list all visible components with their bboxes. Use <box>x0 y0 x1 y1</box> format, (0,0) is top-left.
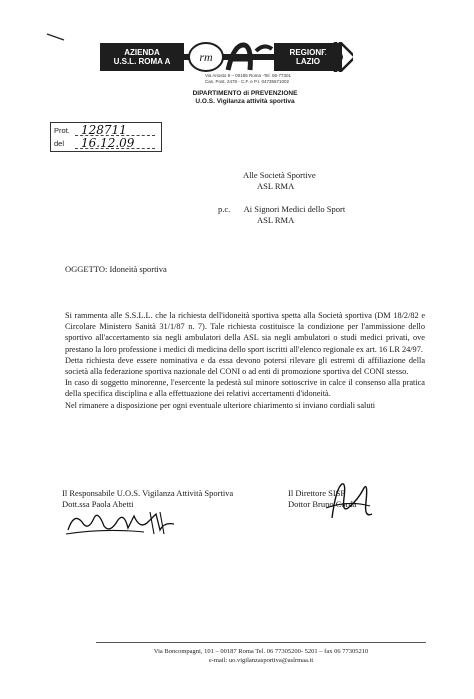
regione-line1: REGIONE <box>289 48 327 57</box>
left-signer-name: Dott.ssa Paola Abetti <box>62 499 134 509</box>
header-address <box>205 73 305 85</box>
cc-line2: ASL RMA <box>257 215 295 225</box>
del-label: del <box>54 139 65 148</box>
department-name: DIPARTIMENTO di PREVENZIONE <box>192 90 298 97</box>
cc-block <box>218 204 345 226</box>
body-paragraph-4: Nel rimanere a disposizione per ogni eventuale ulteriore chiarimento si inviano cordiali saluti <box>65 400 376 410</box>
pen-mark <box>46 32 66 42</box>
addressee-line2: ASL RMA <box>257 181 295 191</box>
prot-number: 128711 <box>81 123 127 137</box>
prot-date: 16.12.09 <box>81 136 135 150</box>
body-paragraph-2: Detta richiesta deve essere nominativa e da essa devono potersi rilevare gli estremi di affiliazione della società alla federazione sportiva nazionale del CONI o ad enti di promozione sportiva del CONI stesso. <box>65 355 425 377</box>
right-handwritten-signature <box>318 478 378 526</box>
regione-line2: LAZIO <box>296 57 320 66</box>
left-signer-title: Il Responsabile U.O.S. Vigilanza Attività Sportiva <box>62 488 234 498</box>
footer-address <box>96 647 426 665</box>
cc-line1: Ai Signori Medici dello Sport <box>243 204 346 214</box>
region-emblem <box>323 42 353 72</box>
address-line1: Via Ariosto 9 – 00185 Roma -Tel. 06-77301 <box>205 73 291 78</box>
azienda-line2: U.S.L. ROMA A <box>113 57 171 66</box>
subject-line: OGGETTO: Idoneità sportiva <box>65 264 167 274</box>
footer-email: e-mail: uo.vigilanzasportiva@aslrmaa.it <box>208 657 314 664</box>
prot-label: Prot. <box>54 126 70 135</box>
protocol-stamp <box>50 122 162 152</box>
body-paragraph-1: Si rammenta alle S.S.L.L. che la richiesta dell'idoneità sportiva spetta alla Società sportiva (DM 18/2/82 e Circolare Ministero Sanità 31/1/87 n. 7). Tale richiesta costituisce la condizione per l'ammissione dello sportivo all'accertamento sia negli ambulatori della ASL sia negli ambulatori o studi medici privati, ove prestano la loro professione i medici di medicina dello sport iscritti all'elenco regionale ex art. 16 LR 24/97. <box>65 311 425 354</box>
body-paragraph-3: In caso di soggetto minorenne, l'esercente la pedestà sul minore sottoscrive in calce il consenso alla pratica della specifica disciplina e alla effettuazione dei relativi accertamenti d'idoneità. <box>65 378 425 399</box>
letter-body <box>65 310 425 411</box>
right-signer-name: Dottor Bruno Corda <box>288 499 357 509</box>
logo-text: rm <box>199 50 213 64</box>
address-line2: Cas. Post. 2478 - C.F. e P.I. 04735671002 <box>205 79 289 84</box>
azienda-line1: AZIENDA <box>124 48 160 57</box>
cc-label: p.c. <box>218 204 231 214</box>
letterhead <box>100 41 342 73</box>
footer-divider <box>96 642 426 643</box>
azienda-block <box>100 43 184 71</box>
footer-line1: Via Boncompagni, 101 – 00187 Roma Tel. 06 77305200- 5201 – fax 06 77305210 <box>153 648 369 655</box>
signature-block-left <box>62 488 233 510</box>
asl-logo <box>184 41 274 73</box>
left-handwritten-signature <box>64 508 184 540</box>
addressee-line1: Alle Società Sportive <box>243 170 316 180</box>
department-heading <box>160 90 330 106</box>
unit-name: U.O.S. Vigilanza attività sportiva <box>195 98 295 105</box>
right-signer-title: Il Direttore SISP <box>288 488 346 498</box>
